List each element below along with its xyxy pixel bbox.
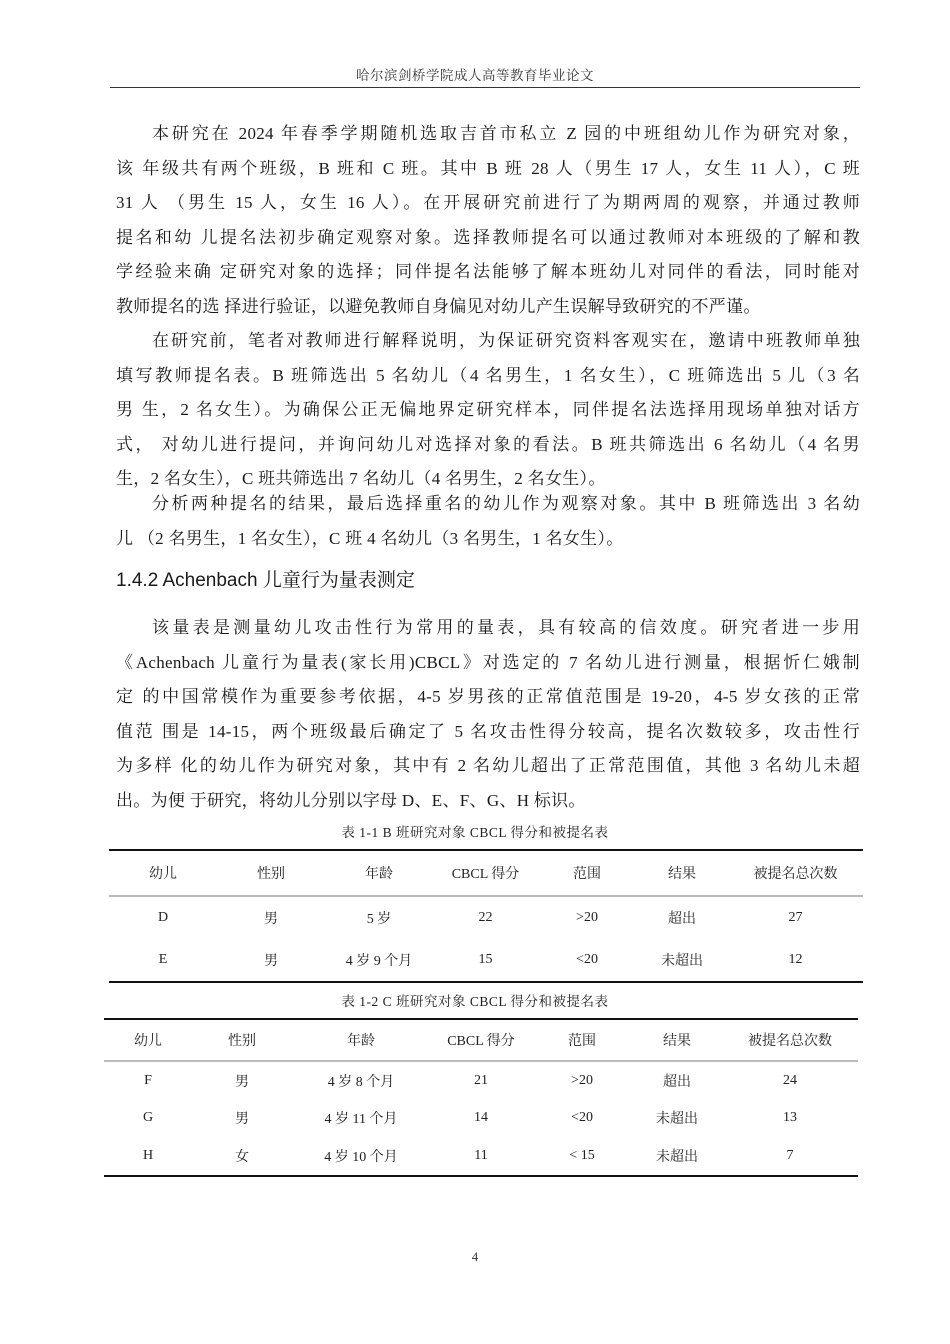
text-line: 31 人 （男生 15 人，女生 16 人）。在开展研究前进行了为期两周的观察，并通过教师 xyxy=(116,193,860,213)
table-1-caption: 表 1-1 B 班研究对象 CBCL 得分和被提名表 xyxy=(341,825,609,840)
column-header: CBCL 得分 xyxy=(451,867,520,882)
column-header: CBCL 得分 xyxy=(447,1034,515,1049)
table-cell: H xyxy=(142,1147,154,1163)
table-cell: F xyxy=(144,1072,152,1088)
table-cell: >20 xyxy=(571,1072,593,1088)
page-number: 4 xyxy=(471,1249,479,1264)
table-cell: >20 xyxy=(576,910,598,925)
paragraph-1 xyxy=(116,117,860,325)
table-cell: 22 xyxy=(478,910,493,925)
text-line: 出。为便 于研究，将幼儿分别以字母 D、E、F、G、H 标识。 xyxy=(116,790,586,810)
text-line: 式， 对幼儿进行提问，并询问幼儿对选择对象的看法。B 班共筛选出 6 名幼儿（4 名男 xyxy=(116,434,860,454)
text-line: 分析两种提名的结果，最后选择重名的幼儿作为观察对象。其中 B 班筛选出 3 名幼 xyxy=(152,494,860,513)
table-1 xyxy=(109,849,863,983)
column-header: 范围 xyxy=(573,867,601,882)
table-cell: 女 xyxy=(235,1149,249,1165)
column-header: 幼儿 xyxy=(149,867,177,882)
paragraph-2 xyxy=(116,324,860,497)
table-cell: 7 xyxy=(786,1147,794,1163)
text-line: 该 年级共有两个班级，B 班和 C 班。其中 B 班 28 人（男生 17 人，女生 11 人），C 班 xyxy=(116,158,860,178)
table-cell: 未超出 xyxy=(656,1112,698,1128)
table-cell: <20 xyxy=(571,1110,593,1126)
table-cell: 男 xyxy=(235,1112,249,1128)
text-line: 该量表是测量幼儿攻击性行为常用的量表，具有较高的信效度。研究者进一步用 xyxy=(152,618,860,637)
text-line: 儿 （2 名男生，1 名女生），C 班 4 名幼儿（3 名男生，1 名女生）。 xyxy=(116,528,624,548)
text-line: 生，2 名女生），C 班共筛选出 7 名幼儿（4 名男生，2 名女生）。 xyxy=(116,469,606,489)
table-cell: 4 岁 11 个月 xyxy=(324,1112,398,1128)
table-cell: 男 xyxy=(235,1074,249,1090)
text-line: 男 生，2 名女生）。为确保公正无偏地界定研究样本，同伴提名法选择用现场单独对话方 xyxy=(116,400,860,420)
page-header-title: 哈尔滨剑桥学院成人高等教育毕业论文 xyxy=(356,68,594,83)
table-cell: 24 xyxy=(783,1072,797,1088)
table-cell: 21 xyxy=(474,1072,488,1088)
table-cell: 14 xyxy=(474,1110,488,1126)
table-cell: <20 xyxy=(576,952,598,967)
table-cell: 未超出 xyxy=(656,1149,698,1165)
table-cell: 超出 xyxy=(668,912,696,927)
table-row xyxy=(104,1061,858,1100)
column-header: 年龄 xyxy=(347,1034,375,1049)
table-cell: D xyxy=(157,910,169,925)
table-row xyxy=(109,939,863,982)
text-line: 提名和幼 儿提名法初步确定观察对象。选择教师提名可以通过教师对本班级的了解和教 xyxy=(116,227,860,247)
table-header-row xyxy=(104,1019,858,1061)
table-cell: G xyxy=(142,1110,154,1126)
section-heading: 1.4.2 Achenbach 儿童行为量表测定 xyxy=(116,570,415,591)
column-header: 被提名总次数 xyxy=(753,867,838,882)
column-header: 范围 xyxy=(568,1034,596,1049)
table-cell: 超出 xyxy=(663,1074,691,1090)
text-line: 教师提名的选 择进行验证，以避免教师自身偏见对幼儿产生误解导致研究的不严谨。 xyxy=(116,296,761,316)
table-header-row xyxy=(109,850,863,896)
table-row xyxy=(109,896,863,939)
table-cell: 12 xyxy=(788,952,803,967)
table-row xyxy=(104,1137,858,1176)
table-2-caption: 表 1-2 C 班研究对象 CBCL 得分和被提名表 xyxy=(341,994,609,1009)
table-cell: E xyxy=(158,952,168,967)
column-header: 性别 xyxy=(257,867,285,882)
table-row xyxy=(104,1100,858,1138)
table-cell: 4 岁 10 个月 xyxy=(324,1149,398,1165)
text-line: 定 的中国常模作为重要参考依据，4-5 岁男孩的正常值范围是 19-20，4-5 岁女孩的正常 xyxy=(116,687,860,707)
table-cell: 4 岁 8 个月 xyxy=(327,1074,395,1090)
paragraph-3 xyxy=(116,487,860,556)
text-line: 值范 围是 14-15，两个班级最后确定了 5 名攻击性得分较高，提名次数较多，攻击性行 xyxy=(116,721,860,741)
table-cell: 4 岁 9 个月 xyxy=(345,954,413,969)
column-header: 年龄 xyxy=(365,867,393,882)
column-header: 结果 xyxy=(668,867,696,882)
table-cell: 13 xyxy=(783,1110,797,1126)
table-cell: 男 xyxy=(264,954,278,969)
table-cell: 未超出 xyxy=(661,954,703,969)
text-line: 《Achenbach 儿童行为量表(家长用)CBCL》对选定的 7 名幼儿进行测量，根据忻仁娥制 xyxy=(116,652,860,672)
column-header: 结果 xyxy=(663,1034,691,1049)
table-cell: < 15 xyxy=(569,1147,595,1163)
text-line: 填写教师提名表。B 班筛选出 5 名幼儿（4 名男生，1 名女生），C 班筛选出 5 儿（3 名 xyxy=(116,365,860,385)
table-cell: 27 xyxy=(788,910,803,925)
column-header: 被提名总次数 xyxy=(748,1034,832,1049)
column-header: 幼儿 xyxy=(134,1034,162,1049)
text-line: 学经验来确 定研究对象的选择；同伴提名法能够了解本班幼儿对同伴的看法，同时能对 xyxy=(116,262,860,282)
text-line: 本研究在 2024 年春季学期随机选取吉首市私立 Z 园的中班组幼儿作为研究对象， xyxy=(152,124,860,143)
table-cell: 男 xyxy=(264,912,278,927)
table-2 xyxy=(104,1018,858,1177)
table-cell: 11 xyxy=(474,1147,488,1163)
table-cell: 5 岁 xyxy=(366,912,392,927)
text-line: 为多样 化的幼儿作为研究对象，其中有 2 名幼儿超出了正常范围值，其他 3 名幼儿未超 xyxy=(116,756,860,776)
header-rule xyxy=(110,87,860,88)
text-line: 在研究前，笔者对教师进行解释说明，为保证研究资料客观实在，邀请中班教师单独 xyxy=(152,331,860,350)
table-cell: 15 xyxy=(478,952,493,967)
column-header: 性别 xyxy=(228,1034,256,1049)
section-paragraph xyxy=(116,611,860,819)
